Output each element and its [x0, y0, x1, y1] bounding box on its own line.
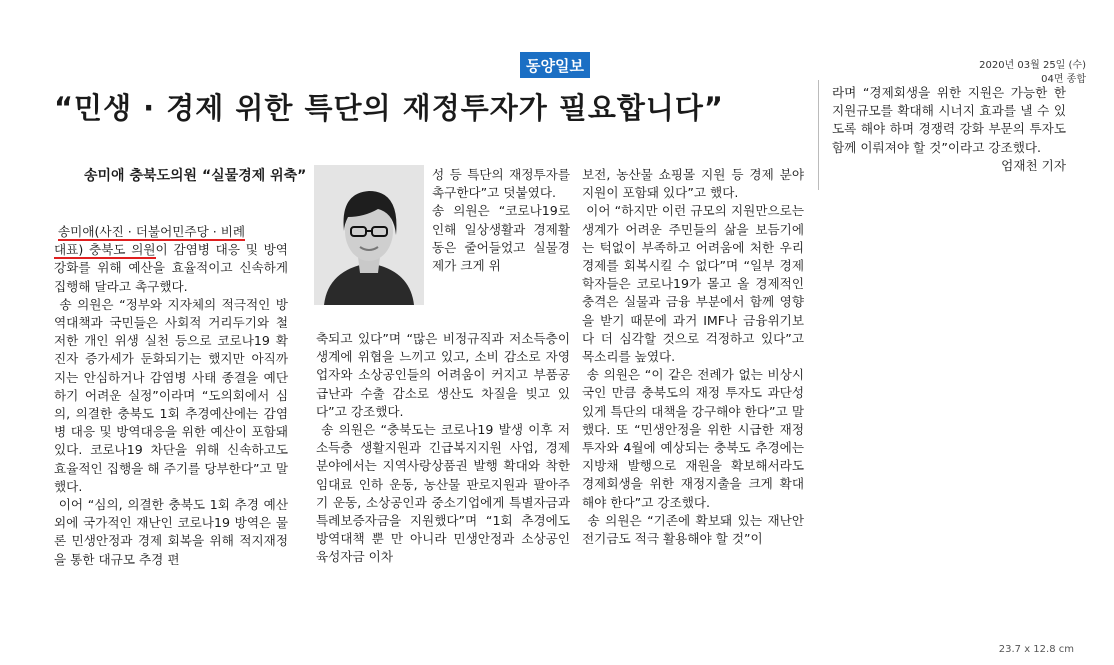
- column-2: [316, 330, 570, 567]
- col1-paragraph-2: [54, 296, 288, 496]
- col2-p2-text: 송 의원은 “충북도는 코로나19 발생 이후 저소득층 생활지원과 긴급복지지원 사업, 경제 분야에서는 지역사랑상품권 발행 확대와 착한 임대료 인하 운동, 농산물 판로지원과 팔아주기 운동, 소상공인과 중소기업에게 특별자금과 특례보증자금을 지원했다”며 “1회 추경에도 방역대책 뿐 만 아니라 민생안정과 소상공인 육성자금 이차: [316, 422, 570, 565]
- reporter-byline: 엄재천 기자: [1001, 157, 1066, 173]
- column-4: [832, 84, 1066, 175]
- column-1: [54, 223, 288, 569]
- page-info: 04면 종합: [1041, 74, 1086, 85]
- col3-paragraph-4: [582, 512, 804, 548]
- lead-paragraph: [54, 223, 288, 296]
- lead-underline-1: 송미애(사진 · 더불어민주당 · 비례: [58, 224, 246, 239]
- article-headline: “민생 · 경제 위한 특단의 재정투자가 필요합니다”: [54, 91, 724, 125]
- portrait-illustration: [314, 165, 424, 305]
- col2-top-text: 성 등 특단의 재정투자를 촉구한다”고 덧붙였다. 송 의원은 “코로나19로 인해 일상생활과 경제활동은 줄어들었고 실물경제가 크게 위: [432, 167, 570, 274]
- article-subhead: 송미애 충북도의원 “실물경제 위축”: [84, 168, 307, 184]
- col2-paragraph-1: 축되고 있다”며 “많은 비정규직과 저소득층이 생계에 위협을 느끼고 있고, 소비 감소로 자영업자와 소상공인들의 어려움이 커지고 부품공급난과 수출 감소로 생산도 차질을 빚고 있다”고 강조했다.: [316, 331, 570, 419]
- col1-paragraph-3: [54, 496, 288, 569]
- publication-date: 2020년 03월 25일 (수): [979, 60, 1086, 71]
- col2-paragraph-2: [316, 421, 570, 567]
- portrait-photo: [314, 165, 424, 305]
- col3-p4-text: 송 의원은 “기존에 확보돼 있는 재난안전기금도 적극 활용해야 할 것”이: [582, 512, 804, 547]
- column-divider: [818, 80, 819, 190]
- col4-paragraph-1: 라며 “경제회생을 위한 지원은 가능한 한 지원규모를 확대해 시너지 효과를 낼 수 있도록 해야 하며 경쟁력 강화 부문의 투자도 함께 이뤄져야 할 것”이라고 강조했다.: [832, 85, 1066, 155]
- col3-p2-text: 이어 “하지만 이런 규모의 지원만으로는 생계가 어려운 주민들의 삶을 보듬기에는 턱없이 부족하고 어려움에 처한 우리 경제를 회복시킬 수 없다”며 “일부 경제학자들은 코로나19가 몰고 올 경제적인 충격은 실물과 금융 부분에서 함께 영향을 받기 때문에 과거 IMF나 금융위기보다 더 심각할 것으로 걱정하고 있다”고 목소리를 높였다.: [582, 203, 804, 365]
- col3-paragraph-2: [582, 202, 804, 366]
- col3-p3-text: 송 의원은 “이 같은 전례가 없는 비상시국인 만큼 충북도의 재정 투자도 과단성 있게 특단의 대책을 강구해야 한다”고 말했다. 또 “민생안정을 위한 시급한 재정투자와 4월에 예상되는 충북도 추경에는 지방채 발행으로 재원을 확보해서라도 경제회생을 위한 재정지출을 크게 확대해야 한다”고 강조했다.: [582, 367, 804, 510]
- newspaper-masthead: 동양일보: [520, 52, 590, 78]
- lead-rest: 이 감염병 대응 및 방역강화를 위해 예산을 효율적이고 신속하게 집행해 달라고 촉구했다.: [54, 242, 288, 294]
- col3-paragraph-3: [582, 366, 804, 512]
- column-3: [582, 166, 804, 548]
- col1-p2-text: 송 의원은 “정부와 지자체의 적극적인 방역대책과 국민들은 사회적 거리두기와 철저한 개인 위생 실천 등으로 코로나19 확진자 증가세가 둔화되기는 했지만 아직까지는 안심하거나 감염병 사태 종결을 예단하기 어려운 실정”이라며 “도의회에서 심의, 의결한 충북도 1회 추경예산에는 감염병 대응 및 방역대응을 위한 예산이 포함돼 있다. 코로나19 차단을 위해 신속하고도 효율적인 집행을 해 주기를 당부한다”고 말했다.: [54, 296, 288, 494]
- lead-underline-2: 대표) 충북도 의원: [54, 242, 156, 258]
- column-2-top: [432, 166, 570, 275]
- col1-p3-text: 이어 “심의, 의결한 충북도 1회 추경 예산 외에 국가적인 재난인 코로나19 방역은 물론 민생안정과 경제 회복을 위해 적지재정을 통한 대규모 추경 편: [54, 497, 288, 567]
- clipping-size: 23.7 x 12.8 cm: [998, 644, 1074, 655]
- col3-paragraph-1: 보전, 농산물 쇼핑몰 지원 등 경제 분야 지원이 포함돼 있다”고 했다.: [582, 167, 804, 201]
